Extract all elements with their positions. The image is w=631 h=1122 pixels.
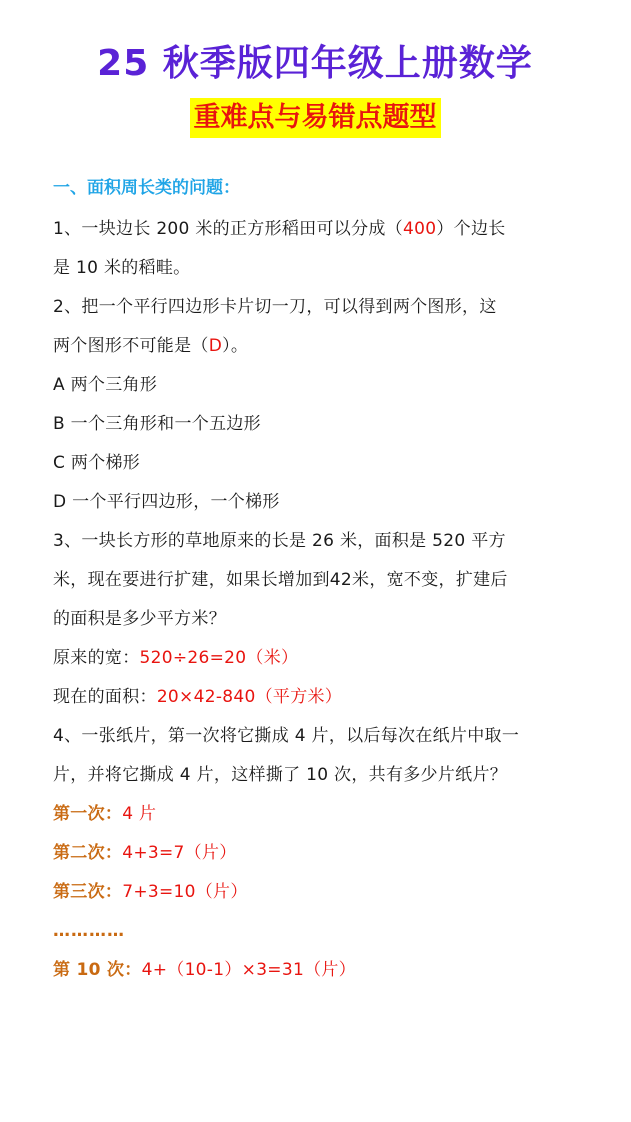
q4-step-1-label: 第一次： <box>53 804 123 824</box>
q4-ellipsis <box>53 912 577 951</box>
q4-final-label: 第 10 次： <box>53 960 142 980</box>
q2-option-d: D 一个平行四边形，一个梯形 <box>53 492 280 512</box>
q4-final-value: 4+（10-1）×3=31（片） <box>141 960 356 980</box>
q2-text-post: ）。 <box>222 336 249 356</box>
q3-width-label: 原来的宽： <box>53 648 140 668</box>
subtitle-wrap <box>53 98 577 138</box>
q4-step-3 <box>53 873 577 912</box>
q3-area-line <box>53 678 577 717</box>
q1-text-pre: 1、一块边长 200 米的正方形稻田可以分成（ <box>53 219 403 239</box>
q2-answer: D <box>208 336 223 356</box>
q2-option-b: B 一个三角形和一个五边形 <box>53 414 261 434</box>
q4-step-3-label: 第三次： <box>53 882 123 902</box>
q1-line-2: 是 10 米的稻畦。 <box>53 258 191 278</box>
page-title: 25 秋季版四年级上册数学 <box>97 43 533 84</box>
question-list <box>53 210 577 990</box>
q4-final <box>53 951 577 990</box>
q4-line-1: 4、一张纸片，第一次将它撕成 4 片，以后每次在纸片中取一 <box>53 726 520 746</box>
q2-line-2 <box>53 327 577 366</box>
q3-area-label: 现在的面积： <box>53 687 157 707</box>
q2-option-c: C 两个梯形 <box>53 453 141 473</box>
q4-step-1-value: 4 片 <box>122 804 157 824</box>
q1-line-1 <box>53 210 577 249</box>
q4-line-2: 片，并将它撕成 4 片，这样撕了 10 次，共有多少片纸片？ <box>53 765 508 785</box>
q4-step-3-value: 7+3=10（片） <box>122 882 248 902</box>
section-heading: 一、面积周长类的问题： <box>53 178 240 198</box>
q1-answer: 400 <box>402 219 437 239</box>
q4-step-2-value: 4+3=7（片） <box>122 843 237 863</box>
page-subtitle: 重难点与易错点题型 <box>190 98 441 138</box>
q2-text-pre: 两个图形不可能是（ <box>53 336 209 356</box>
q3-width-answer: 520÷26=20（米） <box>139 648 299 668</box>
q4-step-2 <box>53 834 577 873</box>
q2-line-1: 2、把一个平行四边形卡片切一刀，可以得到两个图形，这 <box>53 297 497 317</box>
q2-option-a: A 两个三角形 <box>53 375 158 395</box>
q3-line-1: 3、一块长方形的草地原来的长是 26 米，面积是 520 平方 <box>53 531 506 551</box>
q4-ellipsis-text: ………… <box>53 921 125 941</box>
q3-area-answer: 20×42-840（平方米） <box>156 687 343 707</box>
q3-width-line <box>53 639 577 678</box>
q3-line-3: 的面积是多少平方米？ <box>53 609 226 629</box>
q4-step-2-label: 第二次： <box>53 843 123 863</box>
q3-line-2: 米，现在要进行扩建，如果长增加到42米，宽不变，扩建后 <box>53 570 508 590</box>
q1-text-post: ）个边长 <box>436 219 506 239</box>
q4-step-1 <box>53 795 577 834</box>
